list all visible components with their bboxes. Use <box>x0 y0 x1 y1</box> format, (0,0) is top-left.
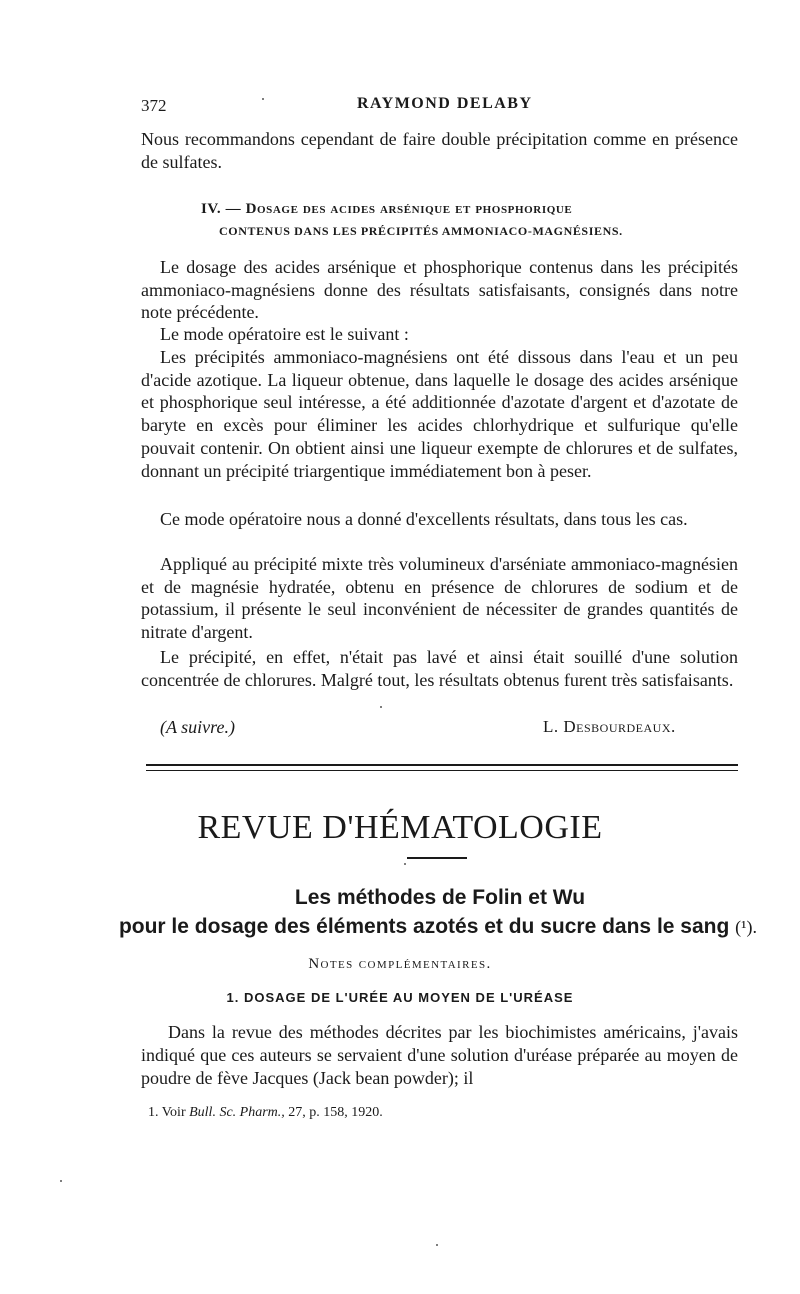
footnote-journal: Bull. Sc. Pharm., <box>189 1105 285 1120</box>
section-iv-paragraph-6: Le précipité, en effet, n'était pas lavé et ainsi était souillé d'une solution concentrée de chlorures. Malgré tout, les résultats obtenus furent très satisfaisants. <box>141 647 738 690</box>
author-signature: L. Desbourdeaux. <box>543 717 676 736</box>
print-speck <box>380 706 382 708</box>
section-iv-title-line1 <box>201 201 572 218</box>
footnote-number: 1. <box>148 1105 159 1120</box>
print-speck <box>262 98 264 100</box>
section-iv-paragraph-4: Ce mode opératoire nous a donné d'excellents résultats, dans tous les cas. <box>160 509 688 529</box>
intro-paragraph: Nous recommandons cependant de faire double précipitation comme en présence de sulfates. <box>141 129 738 172</box>
revue-paragraph-1: Dans la revue des méthodes décrites par les biochimistes américains, j'avais indiqué que ces auteurs se servaient d'une solution d'uréase préparée au moyen de poudre de fève Jacques (Jack bean powder); il <box>141 1022 738 1088</box>
section-divider-bottom <box>146 770 738 771</box>
footnote <box>148 1105 383 1121</box>
section-divider-top <box>146 764 738 766</box>
print-speck <box>436 1244 438 1246</box>
section-iv-title-line1-text: IV. — Dosage des acides arsénique et phosphorique <box>201 201 573 217</box>
section-iv-paragraph-3: Les précipités ammoniaco-magnésiens ont été dissous dans l'eau et un peu d'acide azotique. La liqueur obtenue, dans laquelle le dosage des acides arsénique et phosphorique seul intéresse, a été additionnée d'azotate d'argent et d'azotate de baryte en excès pour éliminer les acides chlorhydrique et sulfurique qu'elle pouvait contenir. On obtient ainsi une liqueur exempte de chlorures et de sulfates, donnant un précipité triargentique immédiatement bon à peser. <box>141 347 738 481</box>
notes-heading: Notes complémentaires. <box>308 956 492 972</box>
article-title-line1: Les méthodes de Folin et Wu <box>294 886 586 909</box>
section-iv-title-line2 <box>219 224 623 240</box>
article-footnote-mark: (¹). <box>735 917 758 937</box>
article-title-line2 <box>108 913 768 941</box>
print-speck <box>60 1180 62 1182</box>
footnote-voir: Voir <box>161 1105 186 1120</box>
running-title: RAYMOND DELABY <box>357 95 533 112</box>
page-number: 372 <box>141 96 167 115</box>
subsection-heading: 1. DOSAGE DE L'URÉE AU MOYEN DE L'URÉASE <box>226 990 574 1005</box>
revue-title: REVUE D'HÉMATOLOGIE <box>197 809 603 846</box>
section-iv-title-line2-text: CONTENUS DANS LES PRÉCIPITÉS AMMONIACO-MAGNÉSIENS. <box>219 224 623 238</box>
revue-title-rule <box>407 857 467 859</box>
section-iv-paragraph-2: Le mode opératoire est le suivant : <box>160 324 409 344</box>
to-be-continued: (A suivre.) <box>160 717 235 737</box>
article-title-line2-text: pour le dosage des éléments azotés et du sucre dans le sang <box>118 915 730 938</box>
footnote-details: 27, p. 158, 1920. <box>288 1105 383 1120</box>
section-iv-paragraph-5: Appliqué au précipité mixte très volumineux d'arséniate ammoniaco-magnésien et de magnésie hydratée, obtenu en présence de chlorures de sodium et de potassium, il présente le seul inconvénient de nécessiter de grandes quantités de nitrate d'argent. <box>141 554 738 643</box>
section-iv-paragraph-1: Le dosage des acides arsénique et phosphorique contenus dans les précipités ammoniaco-magnésiens donne des résultats satisfaisants, consignés dans notre note précédente. <box>141 257 738 323</box>
print-speck <box>404 863 406 865</box>
